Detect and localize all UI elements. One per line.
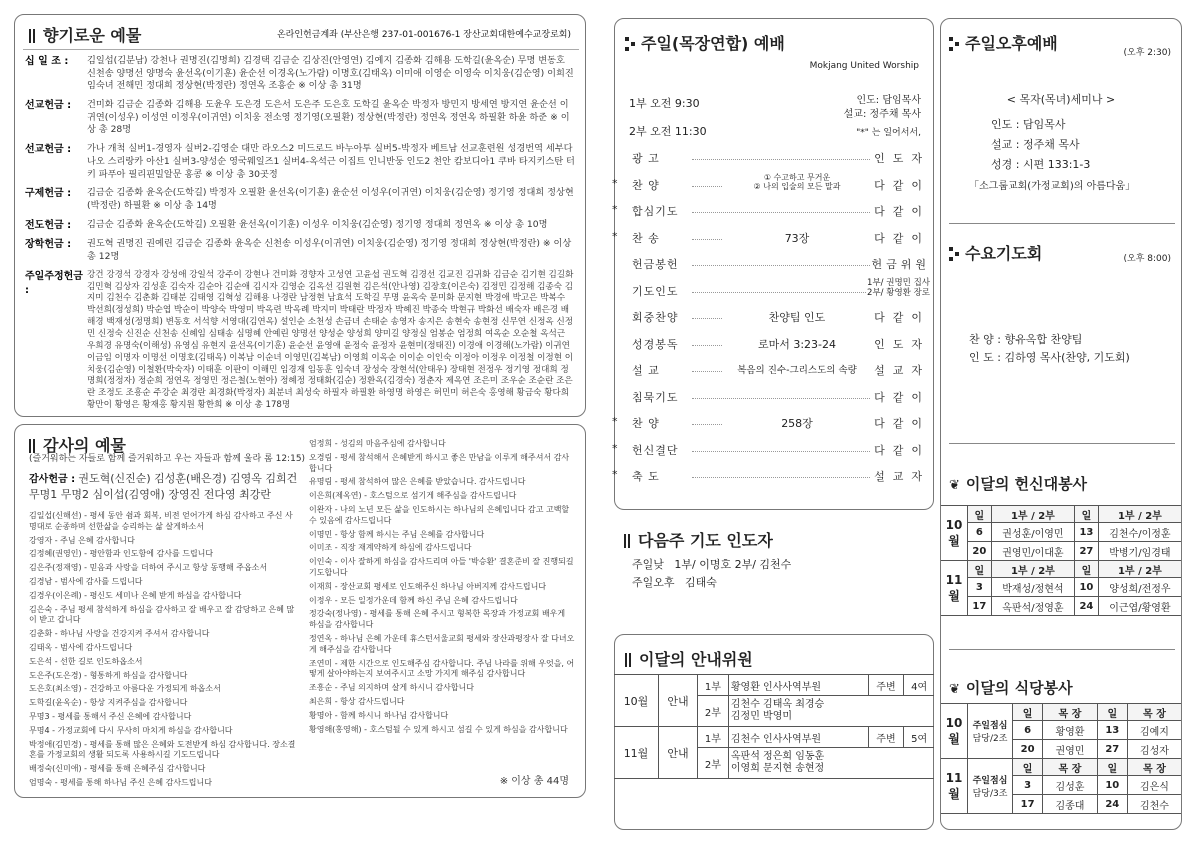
table-cell: 권영민: [1043, 740, 1097, 759]
order-person: 헌금위원: [871, 258, 930, 271]
leader-1: 인도: 담임목사: [856, 95, 921, 106]
header-cell: 목 장: [1043, 704, 1097, 721]
offering-text: 가나 개척 실버1-경영자 실버2-김영순 대만 라오스2 미드로드 바누아투 실버5-박정자 베트남 선교훈련원 성경번역 세부다나오 스리랑카 아산1 실버3-양성순 영국웨일즈1 실버4-옥석근 이집트 인니반둥 인도2 천안 캄보디아1 쿠바 타지키스탄 터키 파푸아 필리핀밀알문 홍콩 ※ 이상 총 30곳정: [87, 143, 575, 180]
offering-item: [25, 55, 575, 93]
thanks-item: 무명3 - 평세를 통해서 주신 은혜에 감사합니다: [29, 711, 192, 721]
usher-area: 주변: [868, 727, 904, 748]
next-leaders-title: 다음주 기도 인도자: [638, 531, 773, 550]
duty-cell: [968, 704, 1013, 759]
thanks-head-text: 권도혁(신진순) 김성훈(배은경) 김영옥 김희건 무명1 무명2 심이섭(김영애) 장영진 전다영 최강란: [29, 472, 298, 501]
table-head: [941, 561, 1181, 578]
devotion-table: [941, 505, 1181, 616]
month-cell: 10월: [941, 506, 968, 561]
table-cell: 김성훈: [1043, 776, 1097, 795]
offering-label: 구제헌금 :: [25, 188, 72, 200]
table-cell: 17: [968, 597, 992, 616]
usher-part: 2부: [698, 696, 729, 727]
offering-label: 선교헌금 :: [25, 100, 72, 112]
order-person: 다같이: [874, 178, 930, 192]
divider: [23, 49, 579, 50]
thanks-item: 조연미 - 제한 시간으로 인도해주심 감사합니다. 주님 나라를 위해 우엇을, 어떻게 살아야하는지 보여주시고 소망 가지게 해주심 감사합니다: [309, 658, 575, 679]
order-label: 성경봉독: [632, 337, 679, 351]
order-row: [622, 336, 930, 352]
thanks-item: 김은주(정재영) - 믿음과 사랑을 더하여 주시고 항상 동행해 주옵소서: [29, 563, 268, 573]
offering-box: [14, 14, 586, 417]
order-item: 258장: [722, 415, 872, 431]
order-label: 설 교: [632, 364, 660, 377]
table-cell: 황영환: [1043, 721, 1097, 740]
wednesday-body: [969, 331, 1130, 367]
header-cell: 1부 / 2부: [1098, 506, 1181, 523]
table-cell: 6: [1013, 721, 1043, 740]
header-cell: 일: [968, 561, 992, 578]
order-person: 인도자: [874, 337, 930, 351]
dots: [692, 451, 870, 452]
table-cell: 김성자: [1127, 740, 1181, 759]
month-cell: 11월: [941, 561, 968, 616]
thanks-box: [14, 424, 586, 798]
order-person: 다같이: [874, 443, 930, 457]
thanks-item: 유명림 - 평세 참석하여 많은 은혜를 받았습니다. 감사드립니다: [309, 477, 526, 487]
table-cell: 24: [1097, 795, 1127, 814]
table-cell: 17: [1013, 795, 1043, 814]
order-label: 찬 송: [632, 231, 660, 245]
offering-text: 김금순 김종화 윤옥순(도학길) 오필환 윤선옥(이기훈) 이성우 이치웅(김순영) 정기영 정대희 정연옥 ※ 이상 총 10명: [87, 218, 548, 230]
thanks-item: 도은석 - 선한 길로 인도하옵소서: [29, 656, 143, 666]
usher-names: 김천수 김태옥 최경승 김정민 박영미: [728, 696, 934, 727]
thanks-title: 감사의 예물: [29, 433, 126, 456]
table-cell: 20: [968, 542, 992, 561]
header-cell: 1부 / 2부: [991, 506, 1074, 523]
leaf-icon: ❦: [949, 478, 960, 493]
thanks-item: 도은호(최소영) - 건강하고 아름다운 가정되게 하옵소서: [29, 684, 221, 694]
afternoon-topic: 「소그룹교회(가정교회)의 아름다움」: [969, 181, 1136, 192]
order-row: [622, 389, 930, 405]
dots: [692, 477, 870, 478]
offering-label: 전도헌금 :: [25, 219, 72, 231]
order-row: [612, 468, 930, 484]
squares-icon: [625, 37, 635, 51]
offering-label: 선교헌금 :: [25, 144, 72, 156]
usher-names: 옥판석 정은희 임동훈 이영희 문지현 송현정: [728, 748, 934, 779]
thanks-left-list: [29, 511, 299, 792]
order-label: 축 도: [632, 470, 660, 483]
afternoon-box: [940, 18, 1182, 830]
bars-icon: [624, 534, 632, 548]
table-cell: 24: [1075, 597, 1099, 616]
thanks-total: ※ 이상 총 44명: [499, 776, 569, 788]
wednesday-praise: 찬 양 : 향유옥합 찬양팀: [969, 333, 1083, 346]
table-row: [941, 523, 1181, 542]
usher-row: [614, 727, 934, 748]
table-cell: 박재성/정현석: [991, 578, 1074, 597]
order-item: 찬양팀 인도: [722, 309, 872, 325]
divider: [949, 223, 1175, 224]
usher-names: 김천수 인사사역부원: [728, 727, 868, 748]
worship-title: 주일(목장연합) 예배: [625, 31, 785, 54]
thanks-item: 이인숙 - 이사 잘하게 하심을 감사드리며 아들 '박승환' 결혼준비 잘 진행되길 기도합니다: [309, 557, 574, 577]
table-cell: 13: [1097, 721, 1127, 740]
duty-label: 주일점심: [972, 776, 1008, 786]
duty-group: 담당/3조: [972, 789, 1008, 799]
order-row: [612, 229, 930, 246]
standing-note: "*" 는 일어서서,: [856, 128, 921, 138]
standing-mark: *: [612, 441, 618, 455]
line1-label: 주일낮: [632, 558, 664, 571]
offering-text: 건미화 김금순 김종화 김해용 도윤우 도은경 도은서 도은주 도은호 도학길 윤옥순 박정자 방민지 방세연 방지연 윤순선 이귀연(이성우) 이성연 이정우(이귀연) 이치웅 전소영 정기영(오필환) 정상현(박정란) 정연옥 정연옥 하필환 하윤 하준 ※ 이상 총 28명: [87, 99, 570, 136]
usher-area: 주변: [868, 675, 904, 696]
table-cell: 권성훈/이영민: [991, 523, 1074, 542]
order-row: [612, 203, 930, 219]
bars-icon: [29, 439, 37, 453]
table-cell: 27: [1075, 542, 1099, 561]
thanks-item: 이명민 - 항상 함께 하시는 주님 은혜를 감사합니다: [309, 529, 485, 539]
order-row: [622, 256, 930, 272]
header-cell: 목 장: [1127, 759, 1181, 776]
header-cell: 1부 / 2부: [1098, 561, 1181, 578]
order-person: 인도자: [874, 152, 930, 165]
offering-item: [25, 99, 575, 137]
header-cell: 일: [1075, 506, 1099, 523]
dots: [692, 292, 870, 293]
thanks-item: 도학길(윤옥순) - 항상 지켜주심을 감사합니다: [29, 698, 188, 708]
table-cell: 6: [968, 523, 992, 542]
offering-item: [25, 219, 575, 233]
thanks-item: 이정우 - 모든 일정가운데 함께 하신 주님 은혜 감사드립니다: [309, 595, 518, 605]
thanks-item: 오경림 - 평세 참석해서 은혜받게 하시고 좋은 만남을 이루게 해주셔서 감사합니다: [309, 452, 570, 473]
thanks-item: 이은희(제옥연) - 호스텀으로 섬기게 해주심을 감사드립니다: [309, 491, 517, 501]
thanks-item: 정강숙(정나영) - 평세를 통해 은혜 주시고 형복한 목장과 가정교회 배우게 하심을 감사합니다: [309, 609, 566, 630]
bars-icon: [625, 653, 633, 667]
order-person: 다같이: [874, 390, 930, 404]
thanks-item: 박정애(김민경) - 평세를 통해 많은 은혜와 도전받게 하심 감사합니다. 장소결혼를 가정교회의 생활 되도록 사용하시길 기도드립니다: [29, 739, 296, 760]
divider: [949, 443, 1175, 444]
header-cell: 목 장: [1043, 759, 1097, 776]
table-head: [941, 704, 1181, 721]
offering-label: 주일주정헌금 :: [25, 270, 83, 296]
order-label: 합심기도: [632, 205, 679, 218]
order-person: 1부/ 권명민 집사 2부/ 황영환 장로: [867, 277, 930, 298]
header-cell: 1부 / 2부: [991, 561, 1074, 578]
squares-icon: [949, 37, 959, 51]
order-row: [612, 441, 930, 458]
order-row: [612, 415, 930, 431]
thanks-item: 엄명숙 - 평세를 통해 하나님 주신 은혜 감사드립니다: [29, 777, 212, 787]
month-cell: 10월: [941, 704, 968, 759]
thanks-item: 황명아 - 함께 하시니 하나님 감사합니다: [309, 710, 449, 720]
offering-title: 향기로운 예물: [29, 23, 141, 46]
thanks-item: 이미조 - 직장 재계약하게 하심에 감사드립니다: [309, 543, 472, 553]
service-2: 2부 오전 11:30: [629, 125, 707, 138]
offering-text: 김일섭(김분남) 강천나 권명진(김명희) 김경택 김금순 김상진(안영연) 김예지 김종화 김해용 도학길(윤옥순) 무명 변동호 신천송 양명선 양명숙 윤선옥(이기훈) 윤순선 이경옥(노가람) 이명호(김태옥) 이미애 이영순 이영숙 이치웅(김순영) 이희진 임숙녀 전해민 정대희 정상현(박정란) 정연옥 조흥순 ※ 이상 총 31명: [87, 55, 574, 92]
thanks-right-list: [309, 439, 575, 738]
offering-item: [25, 238, 575, 263]
offering-text: 강건 강경석 강경자 강성애 강일석 강주이 강현나 건미화 경향자 고성연 고윤섭 권도혁 김경선 김교진 김귀화 김금순 김기현 김길화 김민혁 김상자 김성훈 김숙자 김순아 김순애 김시자 김영순 김옥선 김원현 김은석(안나영) 김장호(이은숙) 김정민 김정해 김종숙 김지미 김천수 김춘화 김태분 김태영 김혁성 김해용 나경란 남정현 남효석 도학길 무명 윤옥숙 문미화 문지현 박경애 박고은 박복수 박선희(정성희) 박순엽 박순이 박양숙 박영미 박옥련 박옥례 박지미 박태란 박정자 박혜진 박종숙 박현규 박화선 배숙자 배은경 배해경 백재성(정명희) 변동호 서석향 서영대(김연옥) 설인순 소천성 손금녀 손태순 송영자 송지은 송현숙 송현정 신무연 신정옥 신정민 신정숙 신진순 신천송 신혜임 심태송 심명혜 안예린 양명선 양성순 양성희 양미길 양정실 엄봉순 엄정희 여옥순 오순철 옥석근 우희경 유명숙(이해성) 유영심 유현지 윤선옥(이기훈) 윤순선 윤영애 윤정숙 윤정자 윤현미(정태진) 이경애 이경해(노가람) 이귀연 이금임 이명자 이명선 이명호(김태옥) 이복남 이순녀 이영민(김복남) 이영희 이옥순 이이순 이인숙 이정아 이정우 이정철 이정현 이치웅(김순영) 이철환(박숙자) 이태훈 이판이 이해민 임경재 임동훈 임숙녀 장성숙 장현석(안태우) 장태현 전정우 정기영 정대희 정명희(정정자) 정순희 정연옥 정영민 정은철(노현아) 정혜정 정태화(김순) 정환옥(김경숙) 정춘자 제옥연 조은미 조우순 조순란 조은란 조정도 조흥순 주강순 최경란 최경화(박정자) 최분녀 최성숙 하필자 하필환 하영명 하영은 허민미 허은숙 홍영해 황금숙 황다희 황만이 황영은 황재홍 황지원 황한희 ※ 이상 총 178명: [87, 269, 574, 411]
thanks-item: 배정숙(신미애) - 평세를 통해 은혜주심 감사합니다: [29, 764, 206, 774]
table-cell: 3: [1013, 776, 1043, 795]
header-cell: 일: [1013, 704, 1043, 721]
afternoon-time: (오후 2:30): [1123, 48, 1171, 58]
duty-label: 주일점심: [972, 721, 1008, 731]
order-label: 헌신결단: [632, 443, 679, 457]
thanks-item: 김은숙 - 주님 평세 참석하게 하심을 감사하고 잘 배우고 잘 감당하고 은혜 많이 받고 갑니다: [29, 604, 295, 625]
usher-count: 4여: [904, 675, 934, 696]
thanks-item: 김태옥 - 범사에 감사드립니다: [29, 642, 133, 652]
fold-line: [598, 12, 600, 832]
order-label: 찬 양: [632, 178, 660, 192]
order-label: 기도인도: [632, 284, 679, 298]
afternoon-title: 주일오후예배: [949, 31, 1058, 54]
standing-mark: *: [612, 176, 618, 190]
table-cell: 옥판석/정영훈: [991, 597, 1074, 616]
offering-item: [25, 270, 575, 412]
line2-label: 주일오후: [632, 576, 675, 589]
dots: [692, 398, 870, 399]
leader-2: 설교: 정주채 목사: [843, 109, 921, 120]
worship-subtitle: Mokjang United Worship: [809, 61, 919, 71]
order-label: 광 고: [632, 152, 660, 165]
table-cell: 13: [1075, 523, 1099, 542]
table-head: [941, 506, 1181, 523]
usher-part: 1부: [698, 727, 729, 748]
usher-names: 황영환 인사사역부원: [728, 675, 868, 696]
order-item: 73장: [722, 230, 872, 246]
ushers-title: 이달의 안내위원: [625, 647, 753, 670]
header-cell: 일: [968, 506, 992, 523]
order-row: [612, 172, 930, 193]
table-cell: 10: [1075, 578, 1099, 597]
order-label: 찬 양: [632, 417, 660, 430]
offering-item: [25, 187, 575, 212]
thanks-item: 무명4 - 가정교회에 다시 무사히 마치게 하심을 감사합니다: [29, 725, 233, 735]
order-label: 침묵기도: [632, 390, 679, 404]
thanks-item: 이완자 - 나의 노년 모든 삶을 인도하시는 하나님의 은혜입니다 감고 고백할 수 있음에 감사드립니다: [309, 504, 570, 525]
account-info: 온라인헌금계좌 (부산은행 237-01-001676-1 장산교회대한예수교장로회): [276, 30, 571, 40]
line1-text: 1부/ 이명호 2부/ 김천수: [674, 558, 792, 571]
afternoon-bible: 성경 : 시편 133:1-3: [991, 158, 1091, 171]
wednesday-title: 수요기도회: [949, 241, 1042, 264]
table-cell: 김종대: [1043, 795, 1097, 814]
thanks-item: 김정혜(권영인) - 평안함과 인도함에 감사를 드립니다: [29, 549, 214, 559]
table-cell: 양성희/전정우: [1098, 578, 1181, 597]
squares-icon: [949, 247, 959, 261]
standing-mark: *: [612, 415, 618, 428]
thanks-item: 황영해(홍영해) - 호스텀될 수 있게 하시고 섬길 수 있게 하심을 감사합니다: [309, 724, 568, 734]
order-item: 로마서 3:23-24: [722, 336, 872, 352]
thanks-item: 엄정희 - 성김의 마음주심에 감사합니다: [309, 439, 446, 448]
next-leaders-body: [632, 556, 791, 592]
order-label: 회중찬양: [632, 311, 679, 324]
order-item: ① 수고하고 무거운 ② 나의 입술의 모든 말과: [722, 173, 872, 192]
usher-part: 2부: [698, 748, 729, 779]
table-cell: 박병기/임경태: [1098, 542, 1181, 561]
standing-mark: *: [612, 468, 618, 481]
afternoon-body: [991, 115, 1090, 175]
table-cell: 김예지: [1127, 721, 1181, 740]
kitchen-table: [941, 703, 1181, 814]
order-row: [622, 150, 930, 166]
duty-cell: [968, 759, 1013, 814]
thanks-item: 김일섭(신해선) - 평세 동안 쉼과 회복, 비전 얻어가게 하심 감사하고 주신 사명대로 순종하며 선한삶을 승리하는 삶 살게하소서: [29, 511, 293, 531]
thanks-item: 김춘화 - 하나님 사랑을 건강지켜 주셔서 감사합니다: [29, 629, 210, 639]
offering-item: [25, 143, 575, 181]
thanks-item: 도은주(도은경) - 형통하게 하심을 감사합니다: [29, 670, 188, 680]
order-person: 다같이: [874, 205, 930, 218]
usher-role: 안내: [659, 675, 698, 727]
bars-icon: [29, 29, 37, 43]
thanks-item: 김경우(이은례) - 평신도 세미나 은혜 받게 하심을 감사합니다: [29, 590, 242, 600]
offering-text: 김금순 김종화 윤옥순(도학길) 박정자 오필환 윤선옥(이기훈) 윤순선 이성우(이귀연) 이치웅(김순영) 정기영 정대희 정상현(박정란) 하필환 ※ 이상 총 14명: [87, 187, 574, 211]
month-cell: 11월: [941, 759, 968, 814]
header-cell: 일: [1075, 561, 1099, 578]
offering-list: [25, 55, 575, 417]
order-person: 다같이: [874, 417, 930, 430]
table-cell: 김천수: [1127, 795, 1181, 814]
wednesday-lead: 인 도 : 김하영 목사(찬양, 기도회): [969, 351, 1130, 364]
table-cell: 김은식: [1127, 776, 1181, 795]
line2-text: 김태숙: [685, 576, 717, 589]
afternoon-sermon: 설교 : 정주채 목사: [991, 138, 1080, 151]
table-cell: 이근엽/황영환: [1098, 597, 1181, 616]
header-cell: 일: [1097, 759, 1127, 776]
seminar: < 목자(목녀)세미나 >: [1006, 93, 1116, 106]
thanks-item: 조흥순 - 주님 의지하며 살게 하시니 감사합니다: [309, 683, 474, 693]
dots: [692, 212, 870, 213]
order-person: 다같이: [874, 231, 930, 245]
table-row: [941, 542, 1181, 561]
offering-text: 권도혁 권명진 권예린 김금순 김종화 윤옥순 신천송 이성우(이귀연) 이치웅(김순영) 정기영 정대희 정상현(박정란) ※ 이상 총 12명: [87, 238, 572, 263]
order-row: [622, 309, 930, 325]
dots: [692, 265, 870, 266]
order-item: 복음의 진수-그리스도의 속량: [722, 362, 872, 376]
afternoon-lead: 인도 : 담임목사: [991, 118, 1066, 131]
order-row: [622, 277, 930, 299]
usher-role: 안내: [659, 727, 698, 779]
thanks-subtitle: (즐거워하는 자들로 함께 즐거워하고 우는 자들과 함께 울라 롬 12:15): [29, 454, 306, 464]
table-row: [941, 597, 1181, 616]
offering-label: 장학헌금 :: [25, 239, 72, 251]
table-head: [941, 759, 1181, 776]
table-cell: 20: [1013, 740, 1043, 759]
table-cell: 27: [1097, 740, 1127, 759]
table-cell: 권영민/이대훈: [991, 542, 1074, 561]
divider: [949, 649, 1175, 650]
kitchen-title: ❦ 이달의 식당봉사: [949, 679, 1073, 697]
order-person: 다같이: [874, 311, 930, 324]
thanks-item: 이재희 - 장산교회 평세로 인도해주신 하나님 아버지께 감사드립니다: [309, 581, 547, 591]
thanks-item: 김경남 - 범사에 감사를 드립니다: [29, 576, 143, 586]
thanks-item: 정연옥 - 하나님 은혜 가운데 휴스턴서울교회 평세와 장산과평장사 잘 다녀오게 해주심을 감사합니다: [309, 633, 575, 654]
table-cell: 10: [1097, 776, 1127, 795]
usher-month: 10월: [614, 675, 659, 727]
table-cell: 김천수/이정훈: [1098, 523, 1181, 542]
usher-row: [614, 675, 934, 696]
order-label: 헌금봉헌: [632, 258, 679, 271]
wednesday-time: (오후 8:00): [1123, 254, 1171, 264]
devotion-title: ❦ 이달의 헌신대봉사: [949, 475, 1088, 493]
order-person: 설교자: [874, 364, 930, 377]
usher-part: 1부: [698, 675, 729, 696]
standing-mark: *: [612, 203, 618, 216]
thanks-item: 최은희 - 항상 감사드립니다: [309, 696, 405, 706]
table-cell: 3: [968, 578, 992, 597]
usher-count: 5여: [904, 727, 934, 748]
leaf-icon: ❦: [949, 682, 960, 697]
order-person: 설교자: [874, 470, 930, 483]
order-row: [622, 362, 930, 378]
ushers-table: [614, 674, 934, 779]
usher-month: 11월: [614, 727, 659, 779]
table-row: [941, 578, 1181, 597]
service-1: 1부 오전 9:30: [629, 97, 700, 110]
standing-mark: *: [612, 229, 618, 243]
thanks-head-label: 감사헌금 :: [29, 474, 76, 485]
next-leaders: [624, 528, 773, 551]
dots: [692, 159, 870, 160]
thanks-head: [29, 471, 299, 503]
offering-label: 십 일 조 :: [25, 56, 69, 67]
thanks-item: 강영자 - 주님 은혜 감사합니다: [29, 535, 135, 545]
duty-group: 담당/2조: [972, 734, 1008, 744]
header-cell: 목 장: [1127, 704, 1181, 721]
header-cell: 일: [1097, 704, 1127, 721]
header-cell: 일: [1013, 759, 1043, 776]
